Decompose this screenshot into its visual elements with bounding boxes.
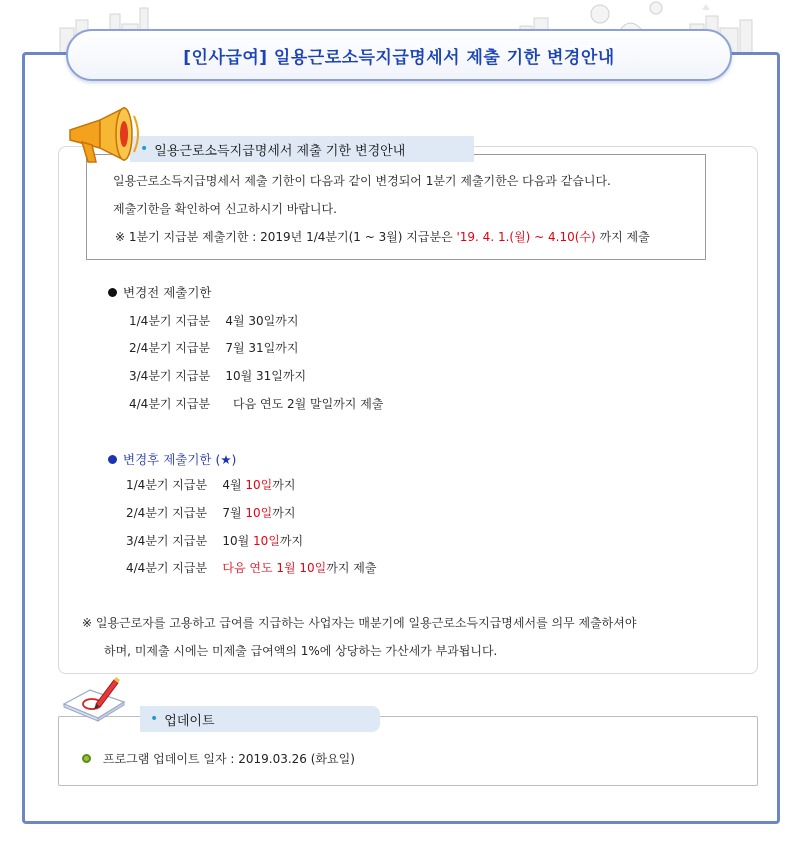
notepad-pencil-icon: [60, 674, 130, 722]
section-tab-label: 업데이트: [164, 713, 215, 729]
notice-line-1: 일용근로소득지급명세서 제출 기한이 다음과 같이 변경되어 1분기 제출기한은 다음과 같습니다.: [113, 174, 611, 188]
section-tab-update: [140, 706, 380, 732]
black-bullet-icon: [108, 288, 117, 297]
before-row: 2/4분기 지급분 7월 31일까지: [129, 341, 299, 355]
after-row: 4/4분기 지급분 다음 연도 1월 10일까지 제출: [126, 561, 377, 575]
section-tab-deadline-notice: [130, 136, 474, 162]
before-heading: 변경전 제출기한: [108, 283, 212, 301]
before-row: 1/4분기 지급분 4월 30일까지: [129, 314, 299, 328]
before-row: 3/4분기 지급분 10월 31일까지: [129, 369, 307, 383]
update-date-text: 프로그램 업데이트 일자 : 2019.03.26 (화요일): [103, 752, 355, 766]
after-row: 1/4분기 지급분 4월 10일까지: [126, 478, 296, 492]
after-heading: 변경후 제출기한 (★): [108, 450, 236, 468]
notice-line-2: 제출기한을 확인하여 신고하시기 바랍니다.: [113, 202, 337, 216]
footnote-line-2: 하며, 미제출 시에는 미제출 급여액의 1%에 상당하는 가산세가 부과됩니다.: [104, 644, 498, 658]
blue-bullet-icon: [108, 455, 117, 464]
deadline-highlight: '19. 4. 1.(월) ~ 4.10(수): [456, 230, 596, 244]
green-bullet-icon: [82, 754, 91, 763]
page-title-banner: [66, 29, 732, 81]
notice-line-3: ※ 1분기 지급분 제출기한 : 2019년 1/4분기(1 ~ 3월) 지급분은 '19. 4. 1.(월) ~ 4.10(수) 까지 제출: [115, 230, 650, 244]
footnote-line-1: ※ 일용근로자를 고용하고 급여를 지급하는 사업자는 매분기에 일용근로소득지급명세서를 의무 제출하셔야: [82, 616, 637, 630]
after-row: 3/4분기 지급분 10월 10일까지: [126, 534, 304, 548]
megaphone-icon: [62, 104, 149, 166]
after-row: 2/4분기 지급분 7월 10일까지: [126, 506, 296, 520]
page-title: [인사급여] 일용근로소득지급명세서 제출 기한 변경안내: [183, 47, 615, 68]
notice-box: [86, 154, 706, 260]
bullet-icon: •: [150, 711, 159, 727]
update-item: [82, 750, 355, 767]
section-tab-label: 일용근로소득지급명세서 제출 기한 변경안내: [154, 143, 406, 159]
before-row: 4/4분기 지급분 다음 연도 2월 말일까지 제출: [129, 397, 384, 411]
bullet-icon: •: [140, 141, 149, 157]
